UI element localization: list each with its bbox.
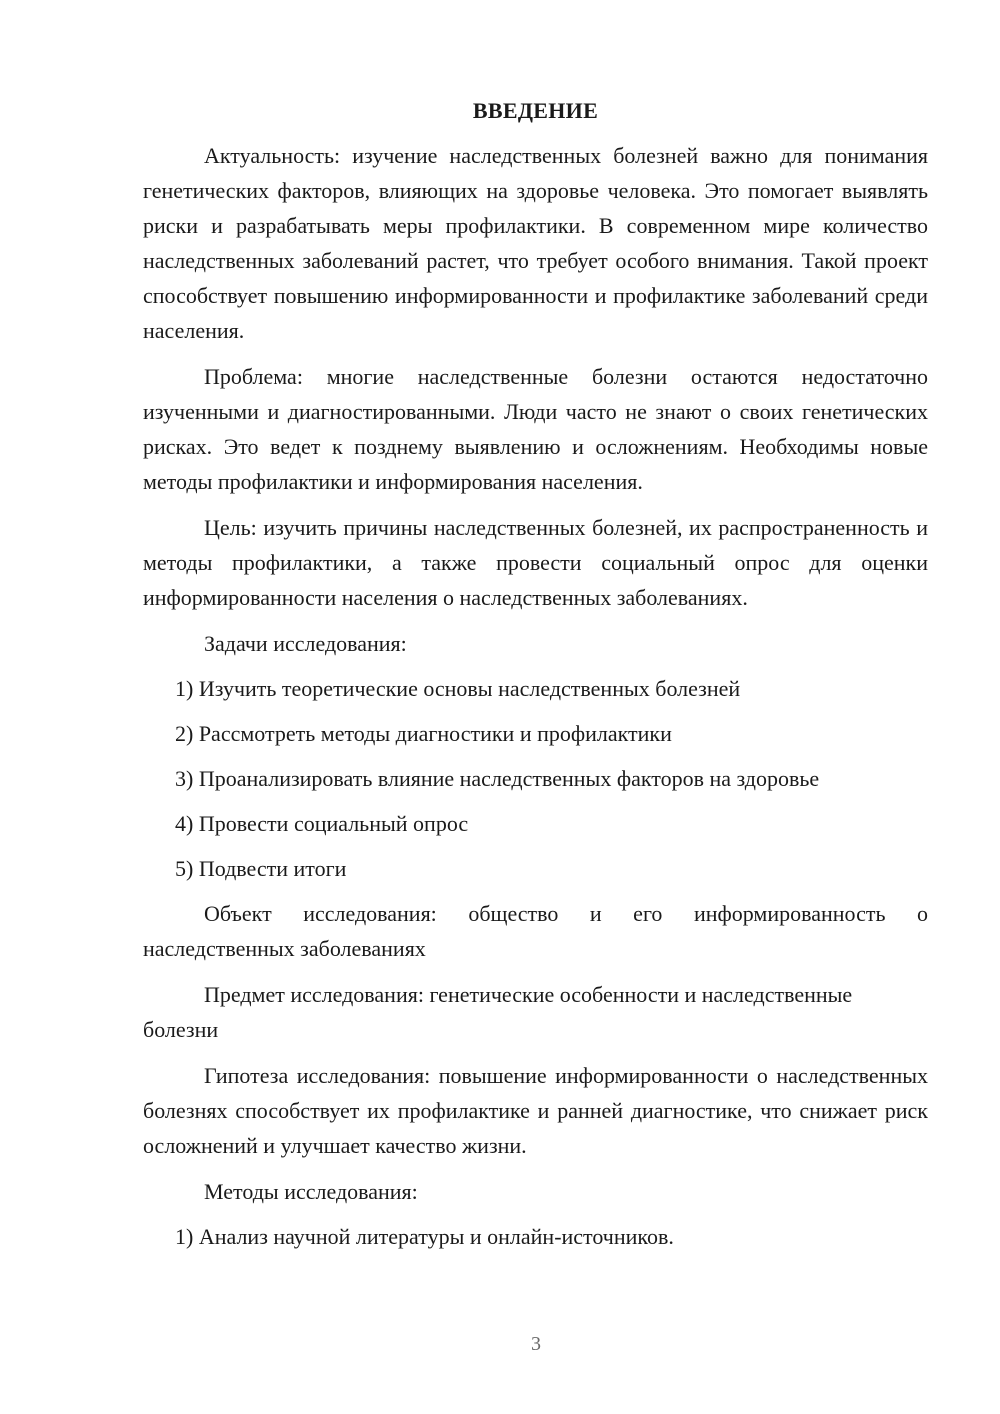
task-item: 2) Рассмотреть методы диагностики и профилактики xyxy=(175,721,672,746)
goal-paragraph: Цель: изучить причины наследственных болезней, их распространенность и методы профилактики, а также провести социальный опрос для оценки информированности населения о наследственных заболеваниях. xyxy=(143,515,928,610)
object-paragraph: Объект исследования: общество и его информированность о наследственных заболеваниях xyxy=(143,901,928,961)
document-page xyxy=(143,96,928,1264)
method-item: 1) Анализ научной литературы и онлайн-источников. xyxy=(175,1224,674,1249)
problem-paragraph: Проблема: многие наследственные болезни остаются недостаточно изученными и диагностированными. Люди часто не знают о своих генетических рисках. Это ведет к позднему выявлению и осложнениям. Необходимы новые методы профилактики и информирования населения. xyxy=(143,364,928,494)
task-item: 3) Проанализировать влияние наследственных факторов на здоровье xyxy=(175,766,820,791)
tasks-heading: Задачи исследования: xyxy=(204,631,407,656)
methods-heading: Методы исследования: xyxy=(204,1179,418,1204)
hypothesis-paragraph: Гипотеза исследования: повышение информированности о наследственных болезнях способствует их профилактике и ранней диагностике, что снижает риск осложнений и улучшает качество жизни. xyxy=(143,1063,928,1158)
page-number: 3 xyxy=(531,1333,541,1355)
relevance-paragraph: Актуальность: изучение наследственных болезней важно для понимания генетических факторов, влияющих на здоровье человека. Это помогает выявлять риски и разрабатывать меры профилактики. В современном мире количество наследственных заболеваний растет, что требует особого внимания. Такой проект способствует повышению информированности и профилактике заболеваний среди населения. xyxy=(143,143,928,343)
task-item: 4) Провести социальный опрос xyxy=(175,811,469,836)
page-title: ВВЕДЕНИЕ xyxy=(472,98,599,123)
subject-paragraph: Предмет исследования: генетические особенности и наследственные болезни xyxy=(143,982,853,1042)
task-item: 5) Подвести итоги xyxy=(175,856,347,881)
task-item: 1) Изучить теоретические основы наследственных болезней xyxy=(175,676,741,701)
